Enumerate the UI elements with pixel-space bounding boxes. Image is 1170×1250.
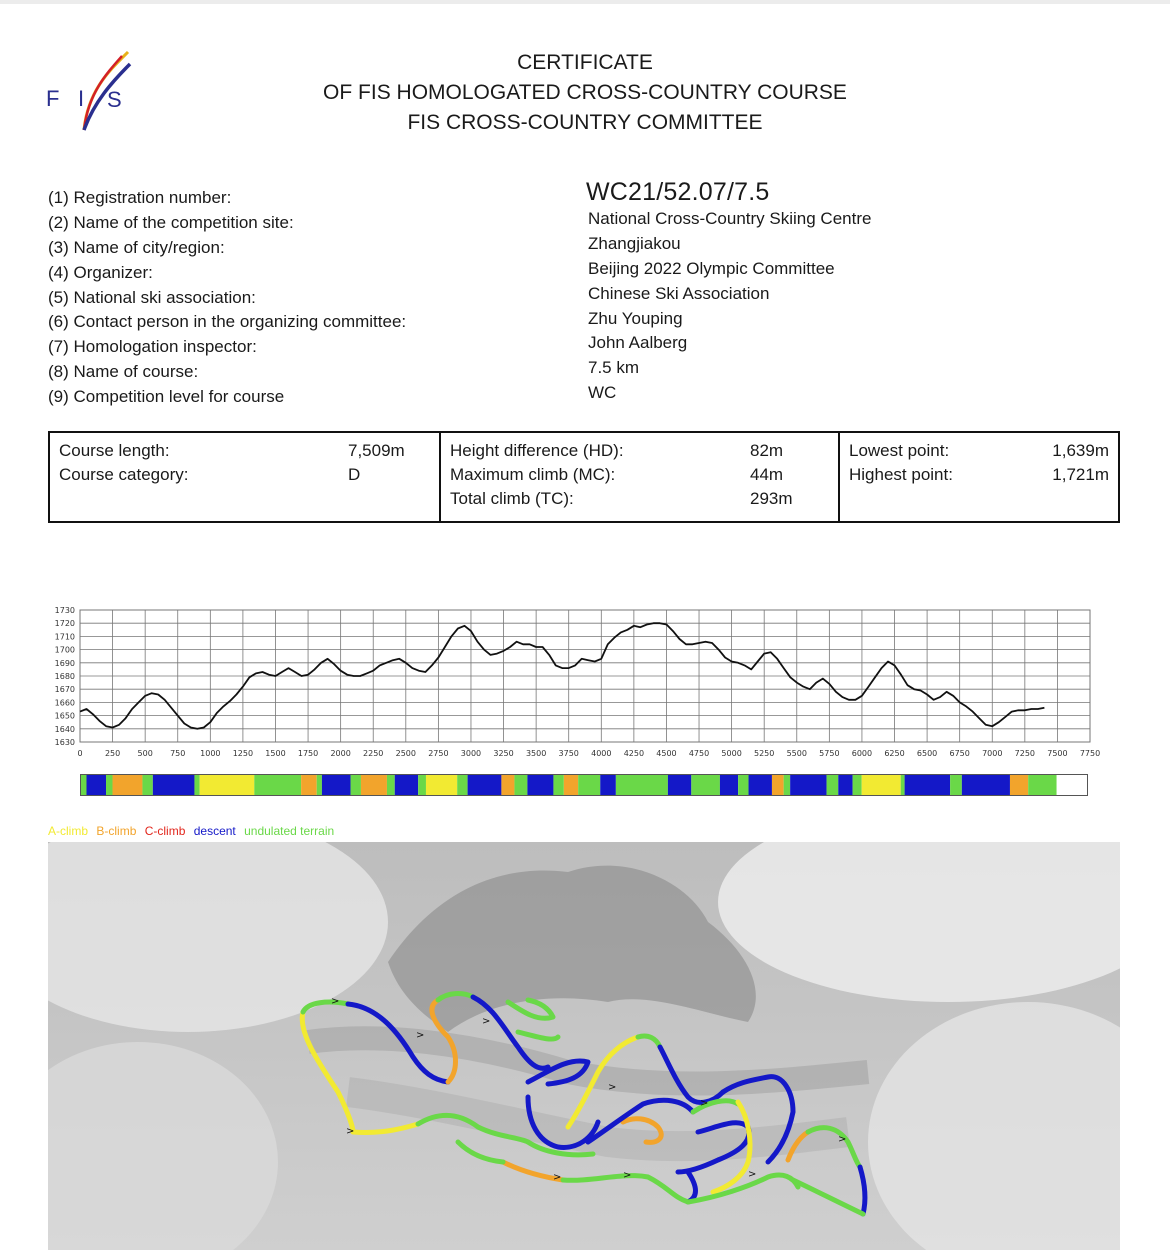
course-stats-table bbox=[48, 431, 1120, 523]
x-tick-label: 0 bbox=[77, 749, 83, 758]
terrain-segment-undulated-terrain bbox=[317, 774, 322, 796]
map-direction-arrow: > bbox=[416, 1030, 425, 1041]
terrain-segment-b-climb bbox=[564, 774, 578, 796]
label-contact-person: (6) Contact person in the organizing committee: bbox=[48, 312, 407, 331]
value-competition-level: WC bbox=[588, 383, 617, 402]
x-tick-label: 750 bbox=[170, 749, 186, 758]
terrain-segment-undulated-terrain bbox=[853, 774, 862, 796]
y-tick-label: 1670 bbox=[54, 685, 75, 695]
legend-b-climb: B-climb bbox=[96, 824, 137, 838]
terrain-segment-descent bbox=[720, 774, 738, 796]
stats-row bbox=[50, 441, 439, 465]
stat-value-maximum-climb: 44m bbox=[750, 465, 784, 484]
map-direction-arrow: > bbox=[482, 1016, 491, 1027]
stat-value-total-climb: 293m bbox=[750, 489, 793, 508]
terrain-segment-b-climb bbox=[301, 774, 317, 796]
terrain-segment-descent bbox=[749, 774, 772, 796]
certificate-title bbox=[0, 48, 1170, 138]
label-competition-site: (2) Name of the competition site: bbox=[48, 213, 294, 232]
stat-label-course-category: Course category: bbox=[59, 465, 189, 484]
stats-row bbox=[441, 489, 838, 513]
registration-number: WC21/52.07/7.5 bbox=[586, 178, 770, 206]
label-registration-number: (1) Registration number: bbox=[48, 188, 232, 207]
elevation-profile-chart bbox=[40, 600, 1110, 765]
terrain-segment-descent bbox=[527, 774, 553, 796]
legend-descent: descent bbox=[193, 824, 236, 838]
y-tick-label: 1690 bbox=[54, 658, 75, 668]
x-tick-label: 4000 bbox=[591, 749, 612, 758]
y-tick-label: 1660 bbox=[54, 698, 75, 708]
x-tick-label: 5500 bbox=[786, 749, 807, 758]
stat-label-height-difference: Height difference (HD): bbox=[450, 441, 624, 460]
x-tick-label: 1500 bbox=[265, 749, 286, 758]
terrain-segment-none bbox=[1057, 774, 1088, 796]
stats-row bbox=[441, 465, 838, 489]
y-tick-label: 1730 bbox=[54, 606, 75, 615]
terrain-legend bbox=[48, 824, 339, 838]
terrain-segment-undulated-terrain bbox=[738, 774, 748, 796]
x-tick-label: 2500 bbox=[395, 749, 416, 758]
y-tick-label: 1720 bbox=[54, 619, 75, 629]
x-tick-label: 6250 bbox=[884, 749, 905, 758]
stat-label-course-length: Course length: bbox=[59, 441, 170, 460]
x-tick-label: 3250 bbox=[493, 749, 514, 758]
x-tick-label: 6000 bbox=[851, 749, 873, 758]
y-tick-label: 1640 bbox=[54, 724, 75, 734]
terrain-segment-descent bbox=[87, 774, 107, 796]
x-tick-label: 6500 bbox=[916, 749, 938, 758]
stat-value-height-difference: 82m bbox=[750, 441, 784, 460]
terrain-segment-undulated-terrain bbox=[1028, 774, 1056, 796]
terrain-segment-descent bbox=[668, 774, 691, 796]
value-city-region: Zhangjiakou bbox=[588, 234, 681, 253]
x-tick-label: 1000 bbox=[200, 749, 221, 758]
title-line-3: FIS CROSS-COUNTRY COMMITTEE bbox=[407, 111, 763, 134]
label-national-ski-association: (5) National ski association: bbox=[48, 288, 256, 307]
stats-column-length bbox=[50, 433, 441, 521]
label-organizer: (4) Organizer: bbox=[48, 263, 153, 282]
y-tick-label: 1700 bbox=[54, 645, 75, 655]
stat-value-lowest-point: 1,639m bbox=[1052, 441, 1109, 460]
x-tick-label: 3000 bbox=[460, 749, 482, 758]
stat-value-course-category: D bbox=[348, 465, 361, 484]
terrain-segment-b-climb bbox=[772, 774, 784, 796]
stats-row bbox=[840, 441, 1118, 465]
value-contact-person: Zhu Youping bbox=[588, 309, 683, 328]
terrain-segment-descent bbox=[600, 774, 616, 796]
x-tick-label: 4750 bbox=[688, 749, 710, 758]
x-tick-label: 7250 bbox=[1014, 749, 1036, 758]
map-direction-arrow: > bbox=[623, 1170, 632, 1181]
terrain-segment-descent bbox=[322, 774, 351, 796]
terrain-segment-a-climb bbox=[200, 774, 255, 796]
terrain-segment-a-climb bbox=[426, 774, 457, 796]
x-tick-label: 500 bbox=[137, 749, 153, 758]
map-direction-arrow: > bbox=[700, 1098, 709, 1109]
course-map bbox=[48, 842, 1120, 1250]
x-tick-label: 2250 bbox=[363, 749, 384, 758]
stats-column-points bbox=[840, 433, 1118, 521]
map-direction-arrow: > bbox=[346, 1126, 355, 1137]
terrain-segment-descent bbox=[962, 774, 1010, 796]
terrain-segment-undulated-terrain bbox=[194, 774, 199, 796]
x-tick-label: 3750 bbox=[558, 749, 579, 758]
label-homologation-inspector: (7) Homologation inspector: bbox=[48, 337, 257, 356]
stats-row bbox=[441, 441, 838, 465]
legend-undulated-terrain: undulated terrain bbox=[244, 824, 335, 838]
terrain-segment-undulated-terrain bbox=[457, 774, 467, 796]
x-tick-label: 4250 bbox=[623, 749, 645, 758]
map-direction-arrow: > bbox=[553, 1172, 562, 1183]
terrain-segment-descent bbox=[838, 774, 852, 796]
logo-letter-f: F bbox=[46, 86, 60, 111]
map-direction-arrow: > bbox=[608, 1082, 617, 1093]
terrain-segment-b-climb bbox=[361, 774, 387, 796]
terrain-segment-undulated-terrain bbox=[142, 774, 152, 796]
terrain-segment-undulated-terrain bbox=[553, 774, 563, 796]
terrain-segment-a-climb bbox=[862, 774, 901, 796]
terrain-segment-undulated-terrain bbox=[950, 774, 962, 796]
terrain-segment-undulated-terrain bbox=[827, 774, 839, 796]
terrain-segment-descent bbox=[790, 774, 826, 796]
title-line-1: CERTIFICATE bbox=[517, 51, 653, 74]
logo-letter-i: I bbox=[78, 86, 85, 111]
terrain-segment-undulated-terrain bbox=[578, 774, 600, 796]
terrain-segment-undulated-terrain bbox=[901, 774, 905, 796]
label-course-name: (8) Name of course: bbox=[48, 362, 199, 381]
x-tick-label: 3500 bbox=[525, 749, 547, 758]
terrain-segment-undulated-terrain bbox=[254, 774, 301, 796]
x-tick-label: 6750 bbox=[949, 749, 970, 758]
x-tick-label: 2000 bbox=[330, 749, 351, 758]
terrain-segment-descent bbox=[153, 774, 195, 796]
stats-column-climb bbox=[441, 433, 840, 521]
terrain-segment-undulated-terrain bbox=[514, 774, 527, 796]
y-tick-label: 1630 bbox=[54, 738, 75, 747]
stats-row bbox=[50, 465, 439, 489]
terrain-segment-b-climb bbox=[501, 774, 514, 796]
value-homologation-inspector: John Aalberg bbox=[588, 333, 688, 352]
x-tick-label: 7500 bbox=[1047, 749, 1068, 758]
x-tick-label: 1750 bbox=[297, 749, 319, 758]
terrain-segment-descent bbox=[905, 774, 951, 796]
stat-label-total-climb: Total climb (TC): bbox=[450, 489, 574, 508]
terrain-segment-undulated-terrain bbox=[351, 774, 361, 796]
value-organizer: Beijing 2022 Olympic Committee bbox=[588, 259, 835, 278]
y-tick-label: 1650 bbox=[54, 711, 75, 721]
x-tick-label: 5750 bbox=[819, 749, 840, 758]
stat-label-highest-point: Highest point: bbox=[849, 465, 953, 484]
stat-label-lowest-point: Lowest point: bbox=[849, 441, 950, 460]
terrain-segment-b-climb bbox=[113, 774, 143, 796]
terrain-segment-descent bbox=[468, 774, 502, 796]
x-tick-label: 4500 bbox=[656, 749, 677, 758]
map-direction-arrow: > bbox=[748, 1169, 757, 1180]
terrain-type-bar bbox=[80, 774, 1088, 796]
terrain-segment-undulated-terrain bbox=[418, 774, 426, 796]
value-national-ski-association: Chinese Ski Association bbox=[588, 284, 770, 303]
x-tick-label: 5250 bbox=[754, 749, 775, 758]
x-tick-label: 1250 bbox=[232, 749, 254, 758]
y-tick-label: 1680 bbox=[54, 672, 75, 681]
stats-row bbox=[840, 465, 1118, 489]
map-direction-arrow: > bbox=[331, 996, 340, 1007]
terrain-segment-undulated-terrain bbox=[387, 774, 395, 796]
terrain-segment-b-climb bbox=[1010, 774, 1028, 796]
terrain-segment-undulated-terrain bbox=[784, 774, 791, 796]
terrain-segment-descent bbox=[395, 774, 418, 796]
x-tick-label: 7750 bbox=[1079, 749, 1101, 758]
label-competition-level: (9) Competition level for course bbox=[48, 387, 285, 406]
top-divider bbox=[0, 0, 1170, 4]
legend-a-climb: A-climb bbox=[48, 824, 89, 838]
label-city-region: (3) Name of city/region: bbox=[48, 238, 225, 257]
logo-letter-s: S bbox=[107, 87, 122, 112]
map-direction-arrow: > bbox=[838, 1134, 847, 1145]
x-tick-label: 2750 bbox=[428, 749, 449, 758]
terrain-segment-undulated-terrain bbox=[616, 774, 668, 796]
stat-value-course-length: 7,509m bbox=[348, 441, 405, 460]
x-tick-label: 250 bbox=[104, 749, 121, 758]
x-tick-label: 5000 bbox=[721, 749, 742, 758]
terrain-segment-undulated-terrain bbox=[691, 774, 720, 796]
terrain-segment-undulated-terrain bbox=[106, 774, 113, 796]
value-competition-site: National Cross-Country Skiing Centre bbox=[588, 209, 872, 228]
value-course-name: 7.5 km bbox=[588, 358, 640, 377]
stat-value-highest-point: 1,721m bbox=[1052, 465, 1109, 484]
legend-c-climb: C-climb bbox=[144, 824, 186, 838]
stat-label-maximum-climb: Maximum climb (MC): bbox=[450, 465, 616, 484]
y-tick-label: 1710 bbox=[54, 632, 75, 642]
title-line-2: OF FIS HOMOLOGATED CROSS-COUNTRY COURSE bbox=[323, 81, 847, 104]
x-tick-label: 7000 bbox=[982, 749, 1003, 758]
